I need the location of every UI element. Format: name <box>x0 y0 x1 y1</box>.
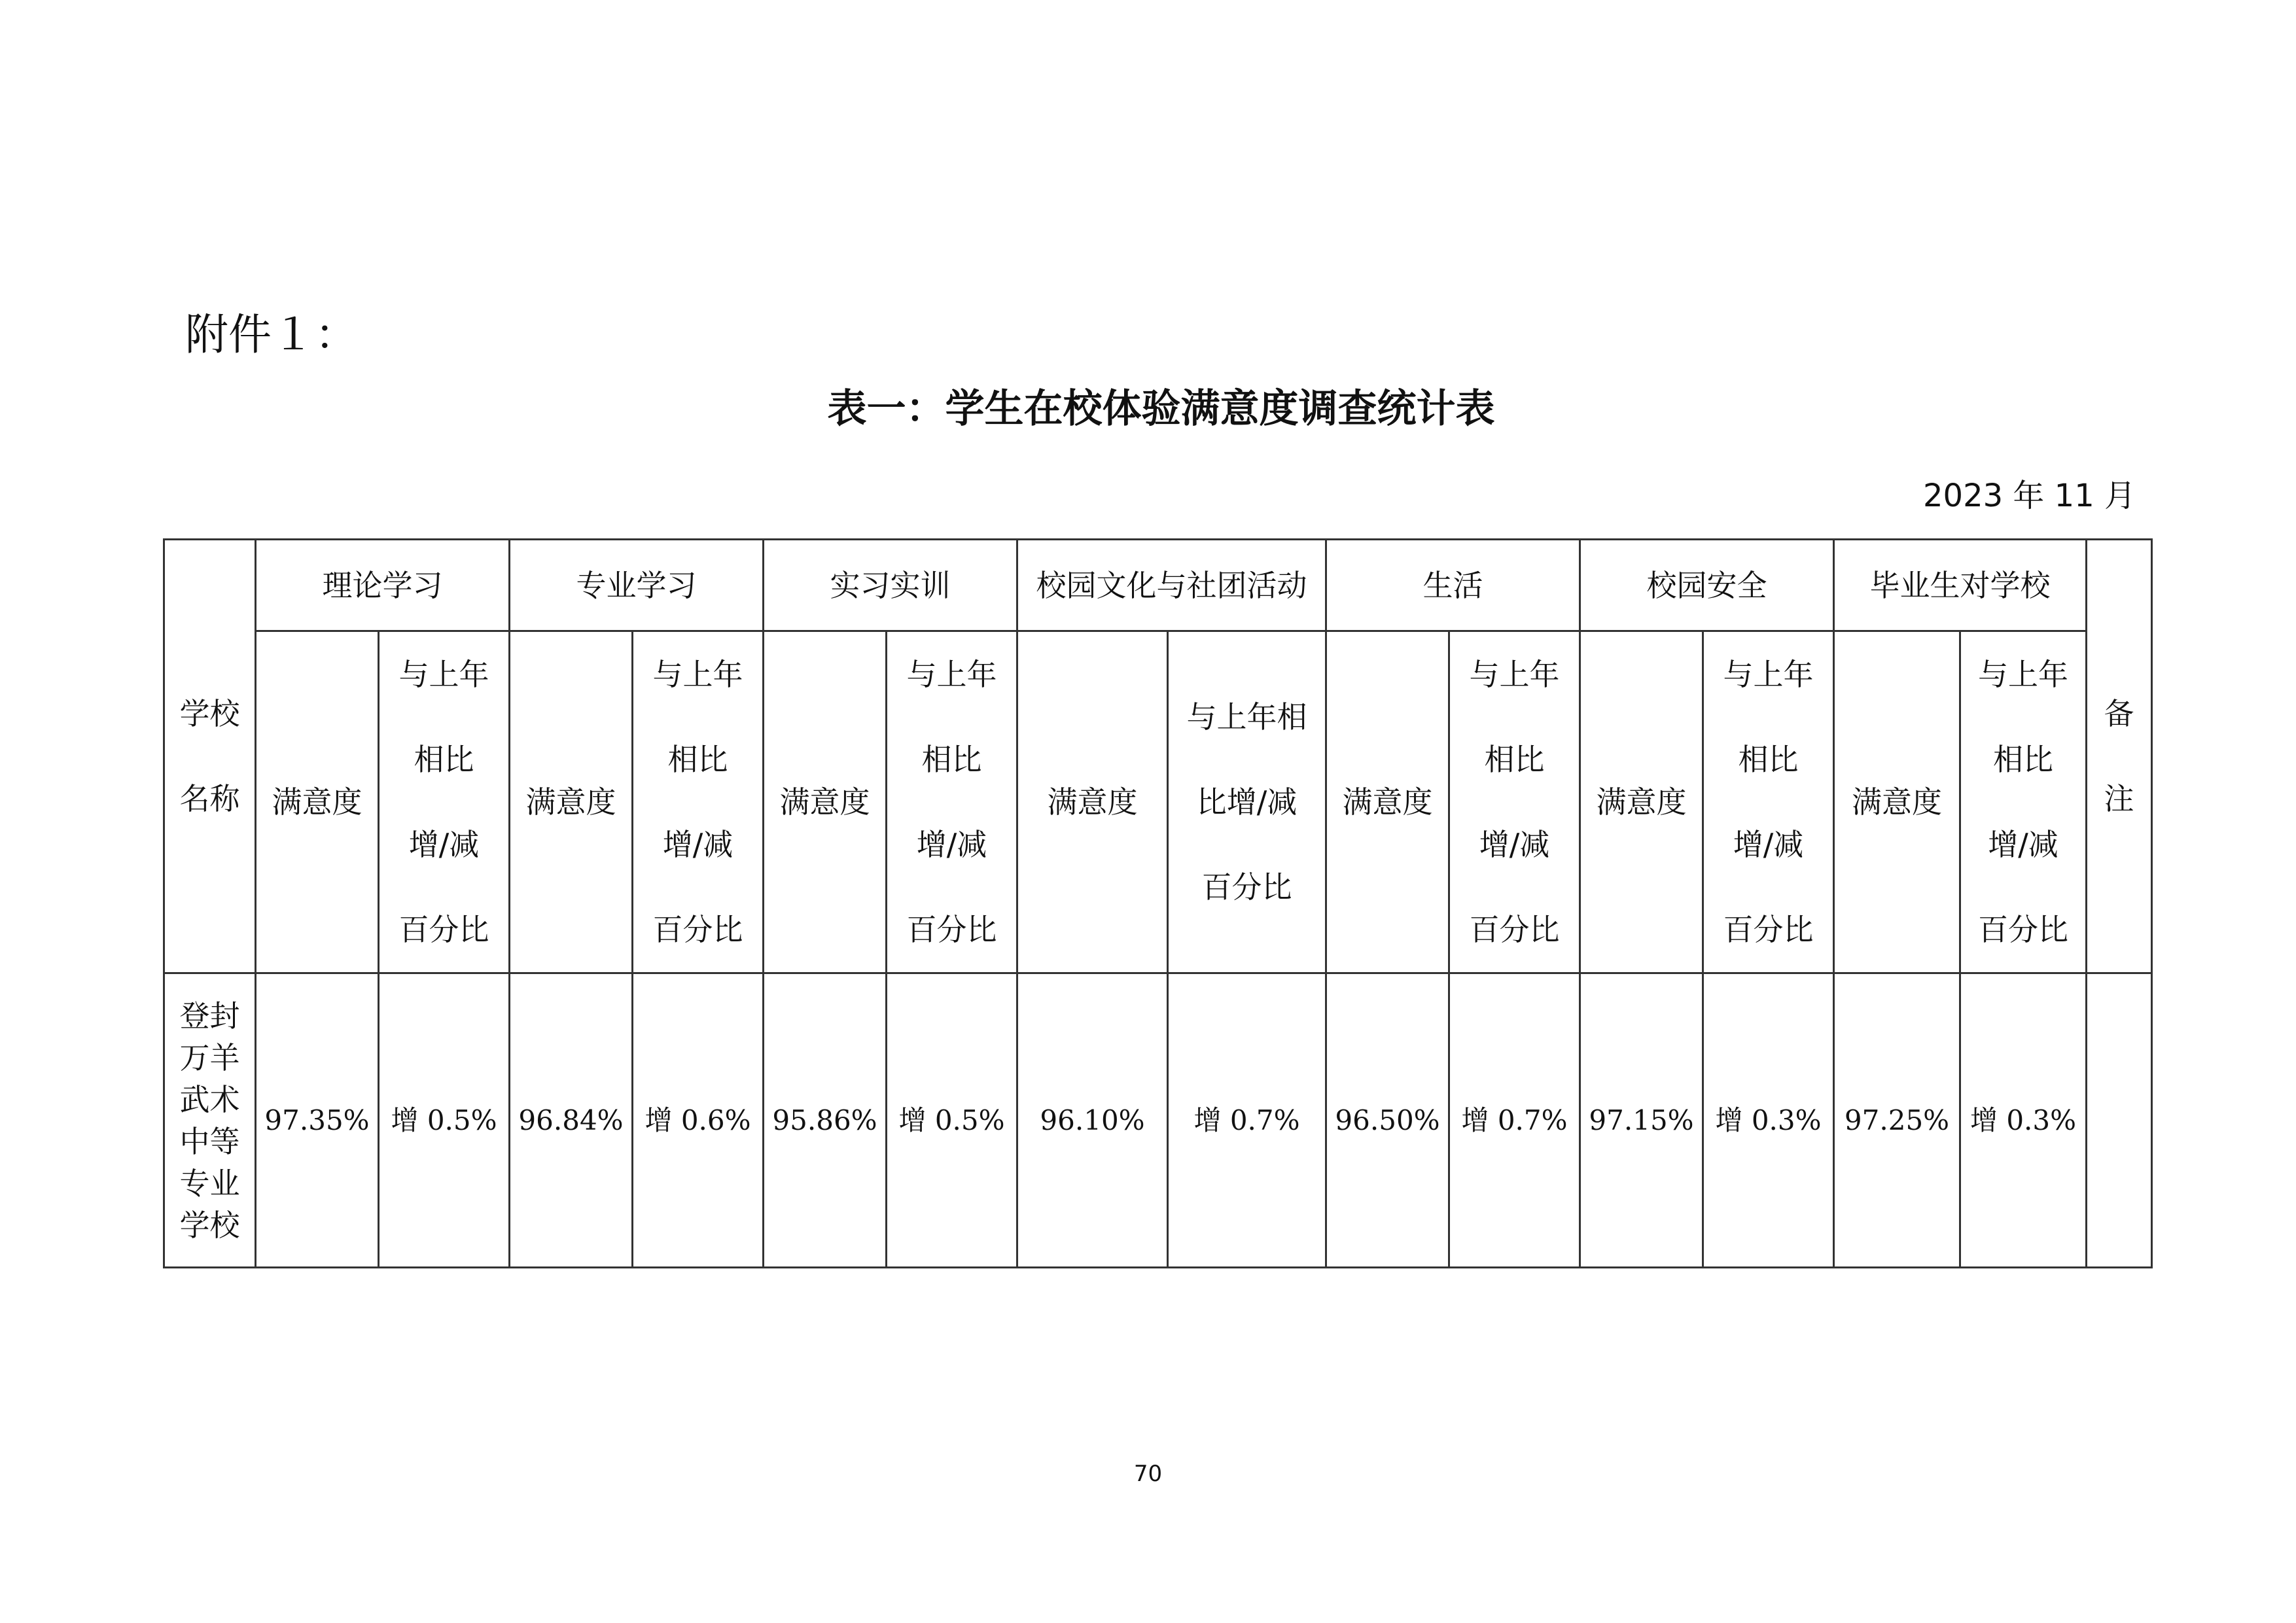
category-header: 毕业生对学校 <box>1834 540 2087 631</box>
document-date: 2023 年 11 月 <box>1922 478 2136 514</box>
satisfaction-cell: 97.35% <box>256 973 379 1268</box>
satisfaction-cell: 95.86% <box>764 973 887 1268</box>
category-header: 专业学习 <box>510 540 764 631</box>
category-header: 校园文化与社团活动 <box>1017 540 1326 631</box>
school-name-header: 学校名称 <box>164 540 256 973</box>
change-cell: 增 0.3% <box>1703 973 1834 1268</box>
change-header: 与上年相比增/减百分比 <box>1960 631 2087 973</box>
satisfaction-header: 满意度 <box>1834 631 1960 973</box>
satisfaction-cell: 97.15% <box>1580 973 1703 1268</box>
change-header: 与上年相比增/减百分比 <box>1168 631 1326 973</box>
satisfaction-header: 满意度 <box>510 631 633 973</box>
change-header: 与上年相比增/减百分比 <box>1449 631 1580 973</box>
satisfaction-table <box>163 538 2153 1268</box>
change-header: 与上年相比增/减百分比 <box>1703 631 1834 973</box>
change-header: 与上年相比增/减百分比 <box>379 631 510 973</box>
page-number: 70 <box>1133 1461 1163 1487</box>
category-header: 理论学习 <box>256 540 510 631</box>
satisfaction-cell: 96.84% <box>510 973 633 1268</box>
category-header: 生活 <box>1326 540 1580 631</box>
satisfaction-header: 满意度 <box>1580 631 1703 973</box>
change-cell: 增 0.5% <box>379 973 510 1268</box>
change-cell: 增 0.6% <box>633 973 764 1268</box>
change-cell: 增 0.7% <box>1168 973 1326 1268</box>
school-name-cell: 登封万羊武术中等专业学校 <box>164 973 256 1268</box>
table-row <box>164 973 2152 1268</box>
satisfaction-cell: 97.25% <box>1834 973 1960 1268</box>
satisfaction-cell: 96.50% <box>1326 973 1449 1268</box>
remark-header: 备注 <box>2087 540 2152 973</box>
remark-cell <box>2087 973 2152 1268</box>
change-cell: 增 0.3% <box>1960 973 2087 1268</box>
satisfaction-header: 满意度 <box>256 631 379 973</box>
satisfaction-header: 满意度 <box>1326 631 1449 973</box>
satisfaction-header: 满意度 <box>764 631 887 973</box>
change-cell: 增 0.7% <box>1449 973 1580 1268</box>
document-title: 表一：学生在校体验满意度调查统计表 <box>827 386 1495 432</box>
change-header: 与上年相比增/减百分比 <box>887 631 1017 973</box>
change-cell: 增 0.5% <box>887 973 1017 1268</box>
category-header: 实习实训 <box>764 540 1017 631</box>
category-header: 校园安全 <box>1580 540 1834 631</box>
change-header: 与上年相比增/减百分比 <box>633 631 764 973</box>
satisfaction-cell: 96.10% <box>1017 973 1168 1268</box>
satisfaction-header: 满意度 <box>1017 631 1168 973</box>
attachment-label: 附件１： <box>185 309 358 360</box>
